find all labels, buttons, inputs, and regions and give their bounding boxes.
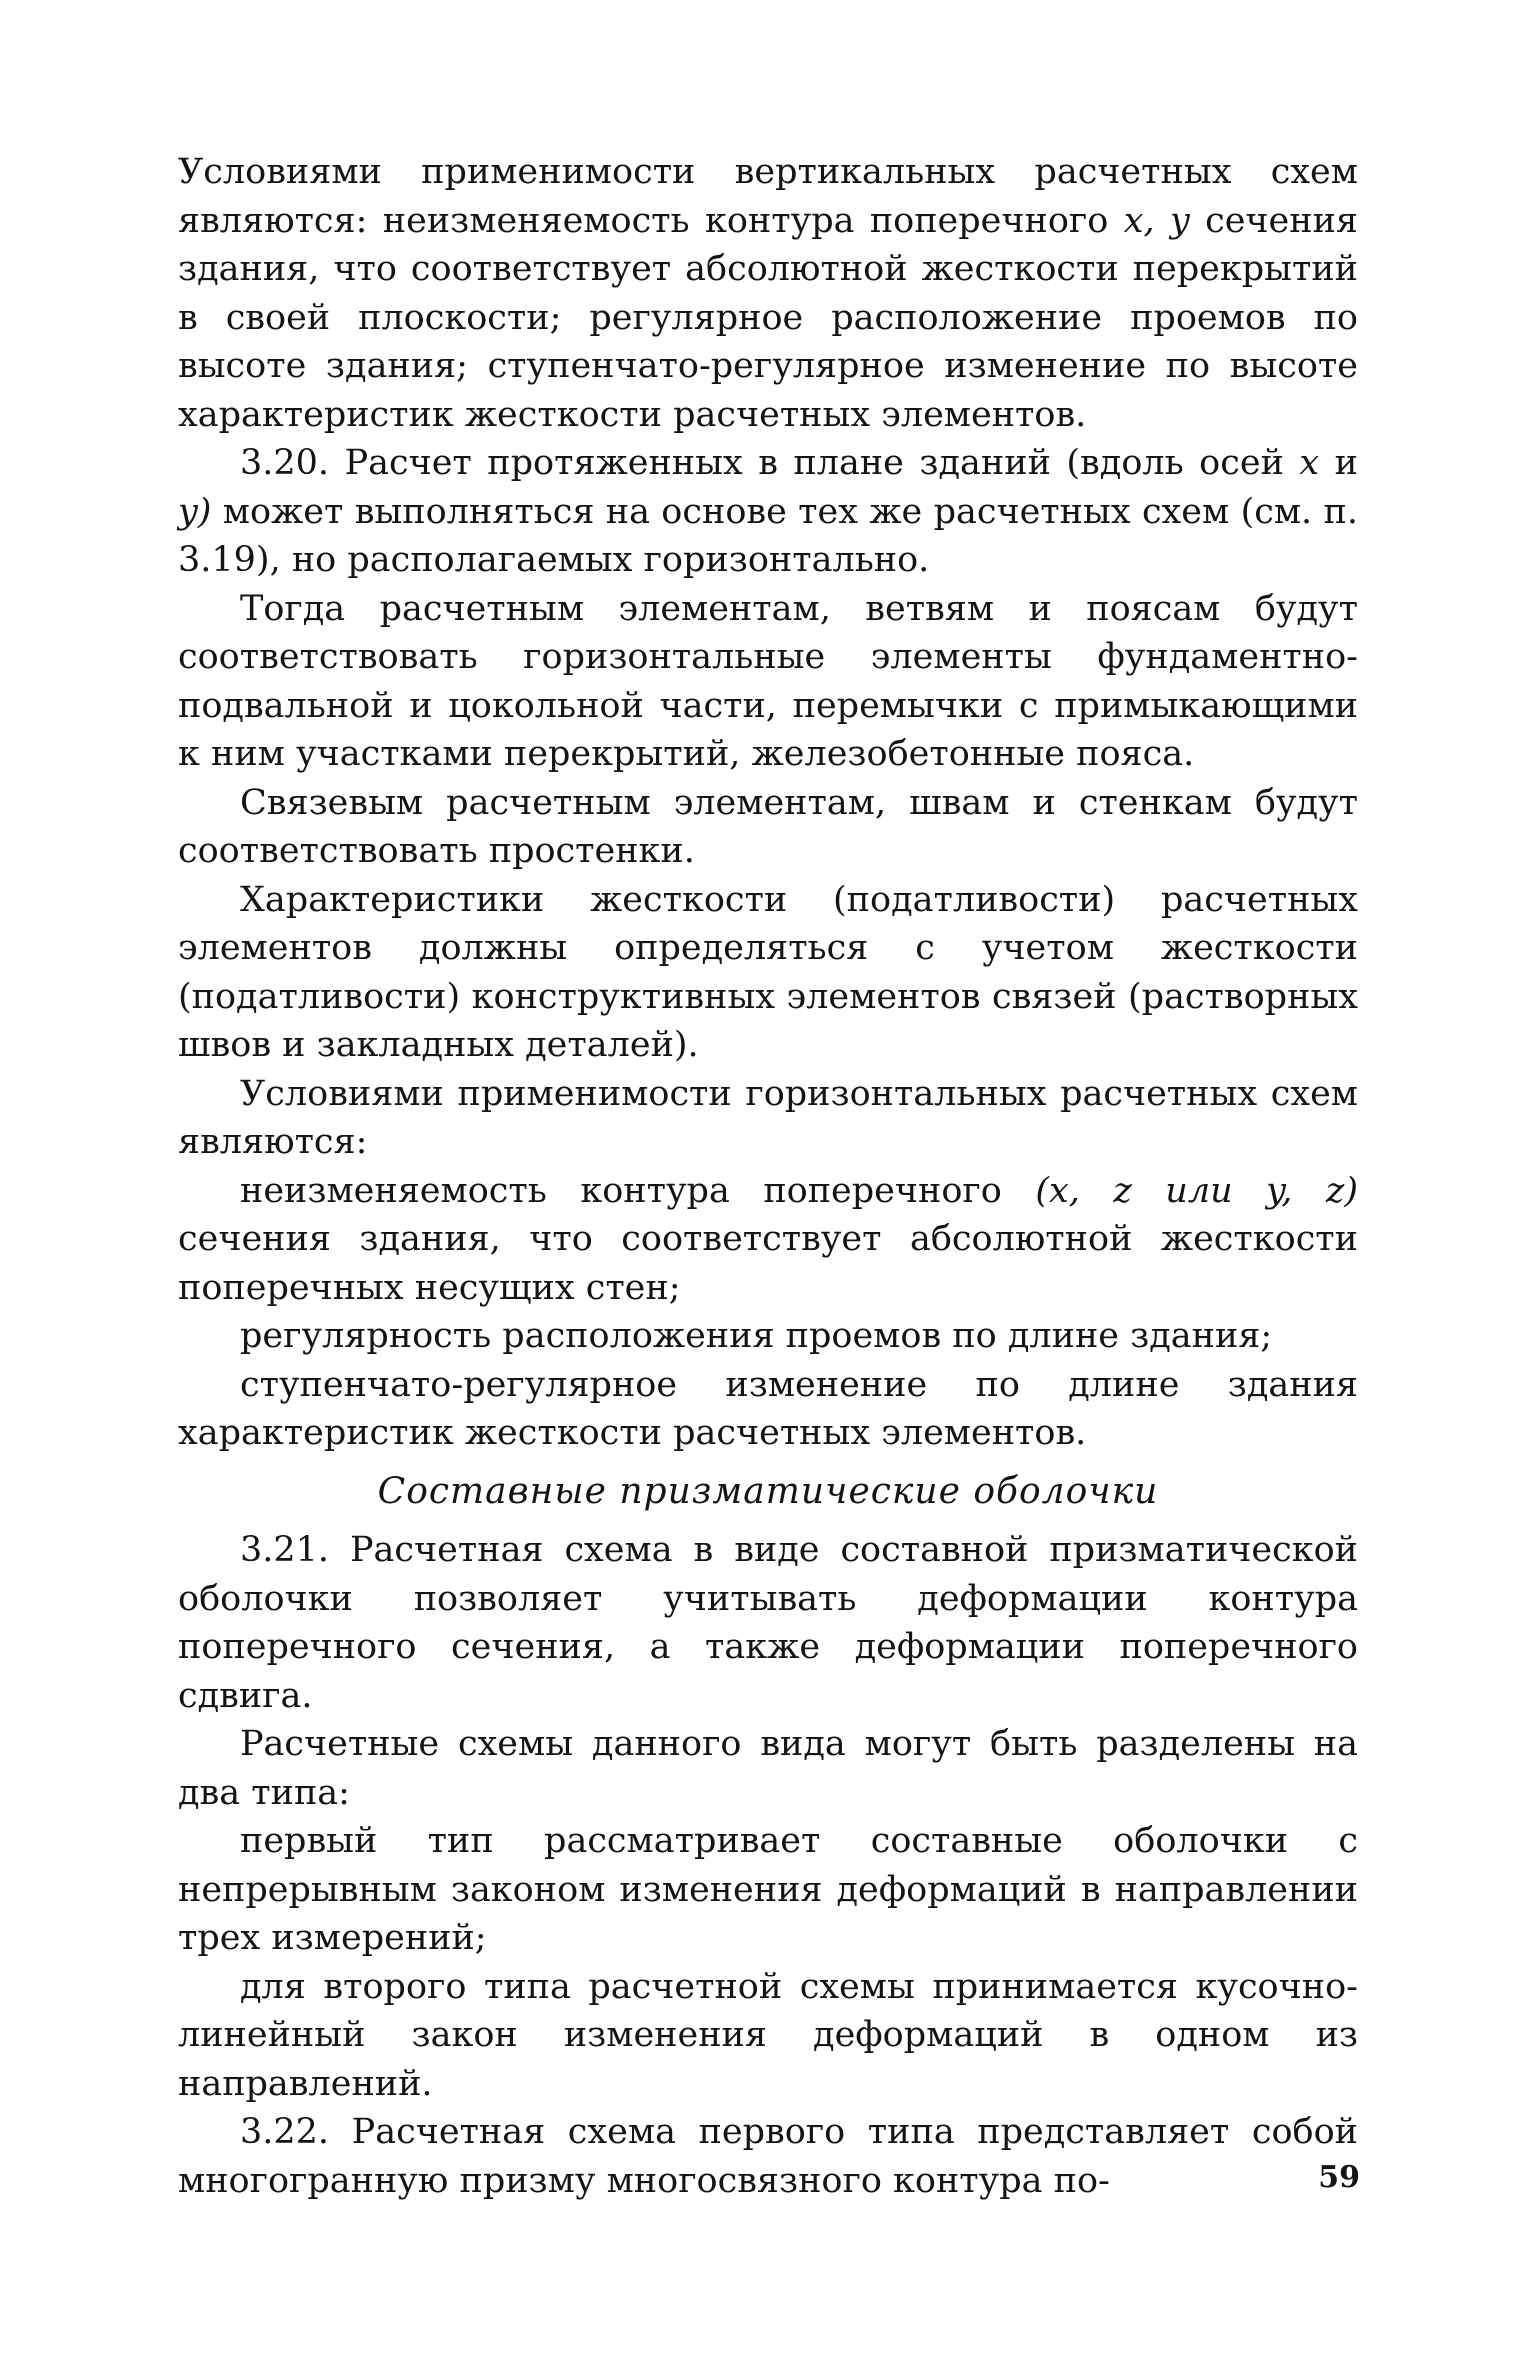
paragraph: Условиями применимости горизонтальных расчетных схем являются: (178, 1073, 1358, 1162)
paragraph-text: может выполняться на основе тех же расчетных схем (см. п. 3.19), но располагаемых горизонтально. (178, 491, 1358, 580)
paragraph-text: 3.20. Расчет протяженных в плане зданий (вдоль осей (240, 443, 1300, 483)
paragraph-text: сечения здания, что соответствует абсолютной жесткости поперечных несущих стен; (178, 1219, 1358, 1308)
paragraph-text: и (1319, 443, 1358, 483)
list-item: первый тип рассматривает составные оболочки с непрерывным законом изменения деформаций в направлении трех измерений; (178, 1821, 1358, 1958)
paragraph: Тогда расчетным элементам, ветвям и поясам будут соответствовать горизонтальные элементы фундаментно-подвальной и цокольной части, перемычки с примыкающими к ним участками перекрытий, железобетонные пояса. (178, 588, 1358, 774)
math-variable: y) (178, 491, 212, 532)
list-item: регулярность расположения проемов по длине здания; (240, 1316, 1273, 1356)
math-variable: x (1299, 443, 1320, 483)
page-number: 59 (1318, 2160, 1360, 2195)
paragraph: Связевым расчетным элементам, швам и стенкам будут соответствовать простенки. (178, 782, 1358, 871)
paragraph: Характеристики жесткости (податливости) расчетных элементов должны определяться с учетом жесткости (податливости) конструктивных элементов связей (растворных швов и закладных деталей). (178, 879, 1358, 1065)
paragraph-text: неизменяемость контура поперечного (240, 1170, 1036, 1211)
paragraph-text: сечения здания, что соответствует абсолютной жесткости перекрытий в своей плоскости; регулярное расположение проемов по высоте здания; ступенчато-регулярное изменение по высоте характеристик жесткости расчетных элементов. (178, 200, 1359, 435)
page-body (178, 148, 1358, 2205)
paragraph-3-20 (178, 439, 1358, 585)
paragraph (178, 148, 1358, 439)
math-variables: (x, z или y, z) (1035, 1170, 1358, 1211)
paragraph-3-21: 3.21. Расчетная схема в виде составной призматической оболочки позволяет учитывать деформации контура поперечного сечения, а также деформации поперечного сдвига. (178, 1530, 1358, 1716)
list-item: ступенчато-регулярное изменение по длине здания характеристик жесткости расчетных элементов. (178, 1364, 1358, 1453)
list-item (178, 1167, 1358, 1313)
paragraph-3-22: 3.22. Расчетная схема первого типа представляет собой многогранную призму многосвязного контура по- (178, 2112, 1358, 2201)
section-heading: Составные призматические оболочки (377, 1470, 1159, 1512)
paragraph-text: Условиями применимости вертикальных расчетных схем являются: неизменяемость контура поперечного (178, 152, 1358, 241)
list-item: для второго типа расчетной схемы принимается кусочно-линейный закон изменения деформаций в одном из направлений. (178, 1966, 1358, 2104)
paragraph: Расчетные схемы данного вида могут быть разделены на два типа: (178, 1724, 1358, 1813)
math-variables: x, y (1123, 200, 1190, 241)
